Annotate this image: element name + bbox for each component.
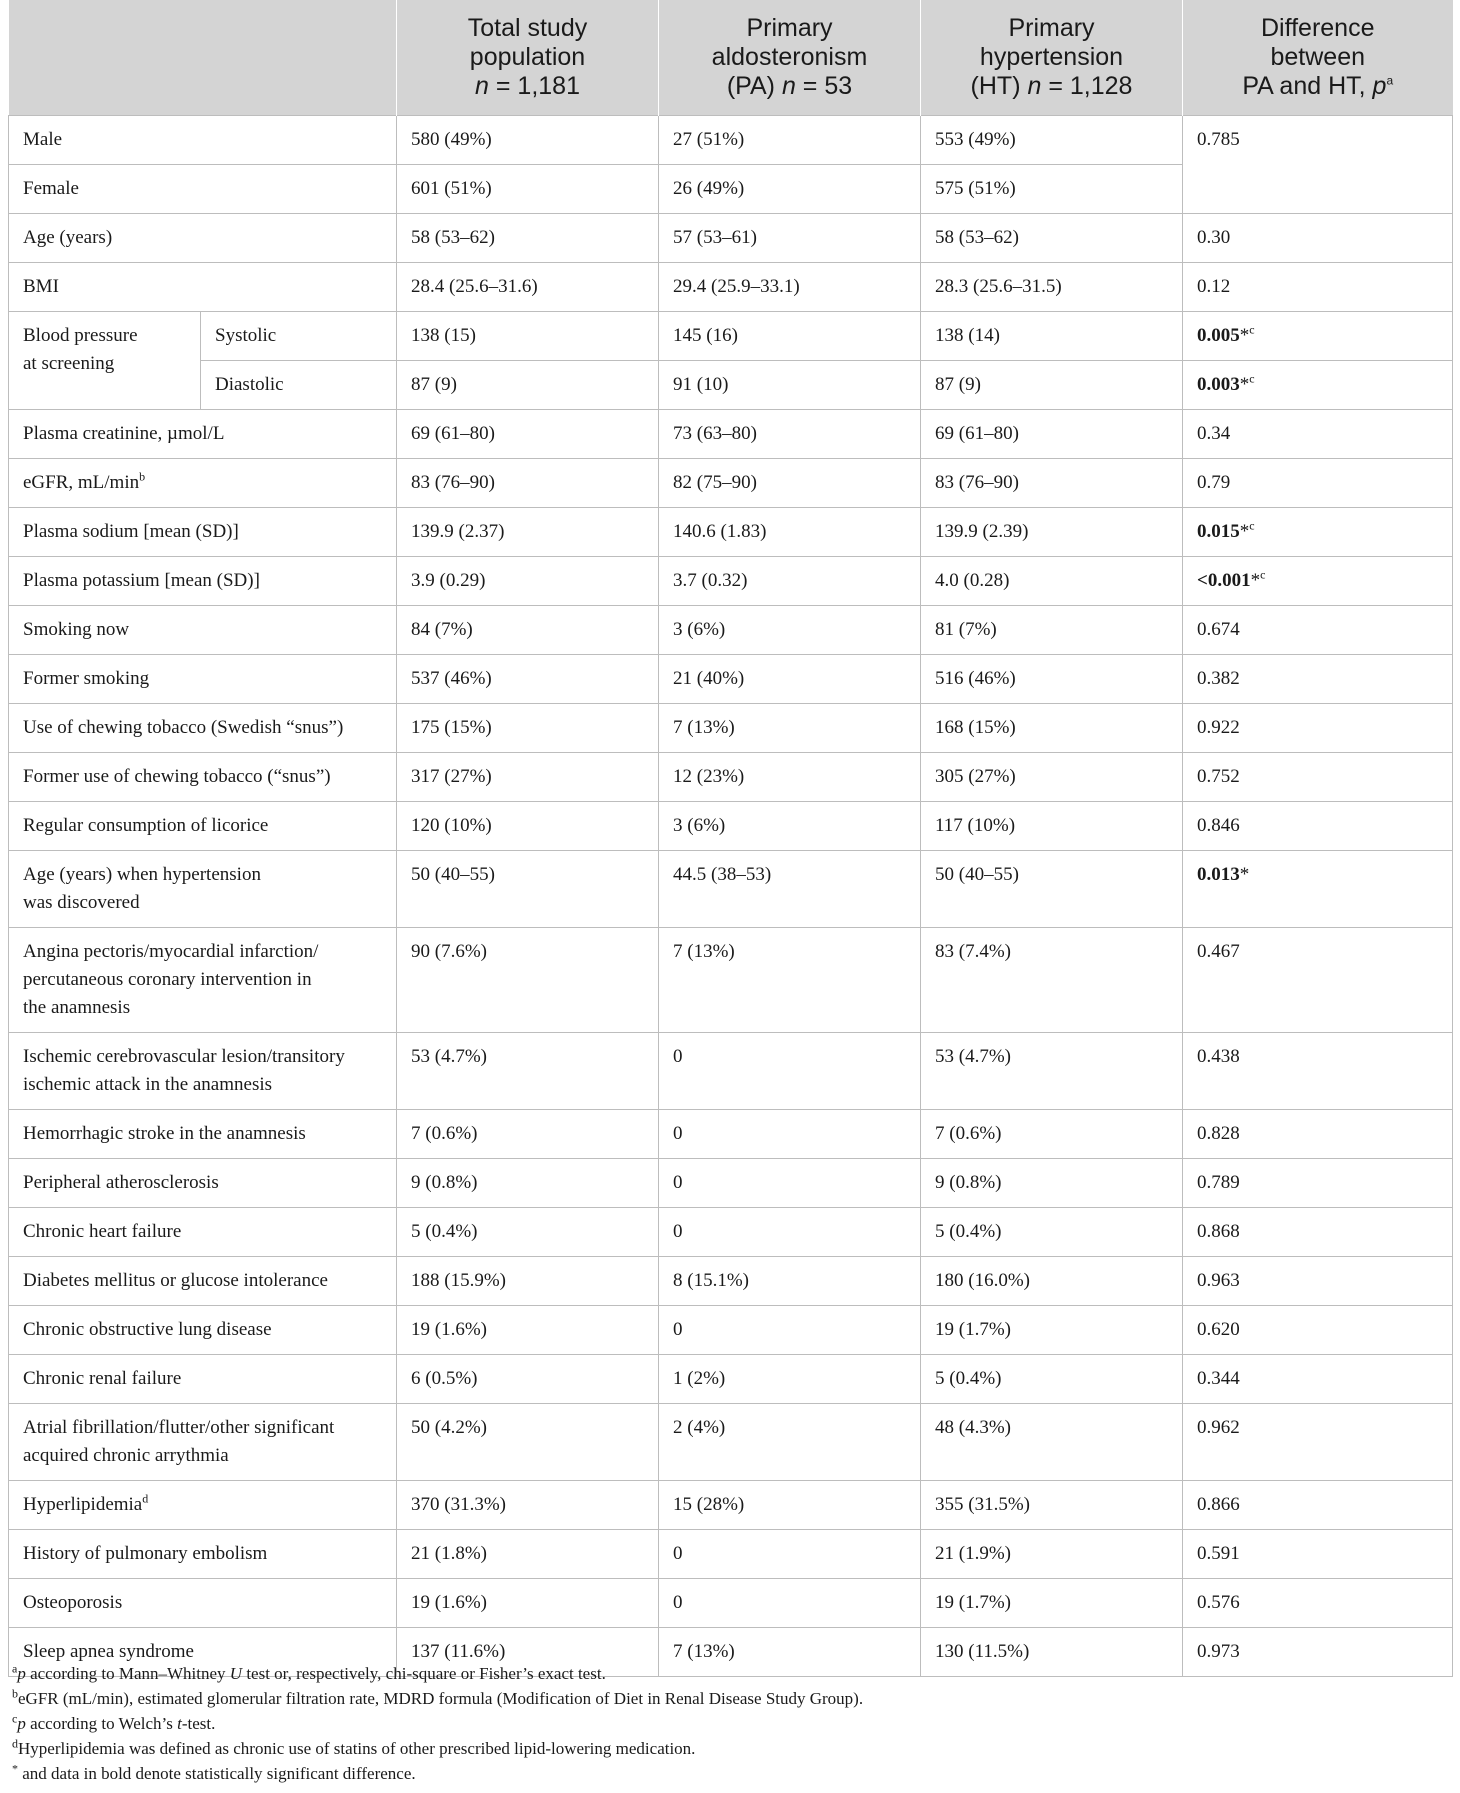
cell-pa: 29.4 (25.9–33.1) (659, 263, 921, 312)
cell-pa: 0 (659, 1530, 921, 1579)
cell-p: 0.015*$^c$ (1183, 508, 1453, 557)
cell-ht: 117 (10%) (921, 802, 1183, 851)
cell-pa: 140.6 (1.83) (659, 508, 921, 557)
cell-p: 0.12 (1183, 263, 1453, 312)
row-label: Diabetes mellitus or glucose intolerance (9, 1257, 397, 1306)
cell-ht: 9 (0.8%) (921, 1159, 1183, 1208)
table-row-bmi (9, 263, 1453, 312)
table-row-licorice (9, 802, 1453, 851)
cell-pa: 73 (63–80) (659, 410, 921, 459)
footnote-c: $^c$p according to Welch’s t-test. (12, 1711, 216, 1733)
baseline-characteristics-table (8, 0, 1453, 1677)
row-label: eGFR, $mL/\min^b$ (9, 459, 397, 508)
table-row-peripheral (9, 1159, 1453, 1208)
cell-total: 175 (15%) (397, 704, 659, 753)
cell-total: 601 (51%) (397, 165, 659, 214)
table-row-male (9, 116, 1453, 165)
row-label: Former smoking (9, 655, 397, 704)
cell-p: 0.866 (1183, 1481, 1453, 1530)
row-label: Regular consumption of licorice (9, 802, 397, 851)
cell-total: 138 (15) (397, 312, 659, 361)
cell-p: 0.005*$^c$ (1183, 312, 1453, 361)
cell-p: 0.963 (1183, 1257, 1453, 1306)
cell-p: 0.467 (1183, 928, 1453, 1033)
table-row-former-smoking (9, 655, 1453, 704)
cell-pa: 7 (13%) (659, 704, 921, 753)
cell-pa: 26 (49%) (659, 165, 921, 214)
cell-ht: 130 (11.5%) (921, 1628, 1183, 1677)
table-row-diabetes (9, 1257, 1453, 1306)
cell-pa: 0 (659, 1579, 921, 1628)
cell-ht: 305 (27%) (921, 753, 1183, 802)
row-label: Plasma sodium [mean (SD)] (9, 508, 397, 557)
cell-total: 188 (15.9%) (397, 1257, 659, 1306)
cell-p: 0.438 (1183, 1033, 1453, 1110)
table-row-age-hypertension (9, 851, 1453, 928)
cell-ht: 5 (0.4%) (921, 1208, 1183, 1257)
cell-p: 0.576 (1183, 1579, 1453, 1628)
row-sublabel: Diastolic (201, 361, 397, 410)
cell-ht: 19 (1.7%) (921, 1306, 1183, 1355)
cell-pa: 21 (40%) (659, 655, 921, 704)
table-row-age (9, 214, 1453, 263)
cell-total: 90 (7.6%) (397, 928, 659, 1033)
table-row-ischemic (9, 1033, 1453, 1110)
cell-total: 580 (49%) (397, 116, 659, 165)
cell-total: 3.9 (0.29) (397, 557, 659, 606)
cell-total: 58 (53–62) (397, 214, 659, 263)
table-row-smoking-now (9, 606, 1453, 655)
table-row-sodium (9, 508, 1453, 557)
cell-p: 0.30 (1183, 214, 1453, 263)
table-row-renal (9, 1355, 1453, 1404)
cell-ht: 516 (46%) (921, 655, 1183, 704)
cell-ht: 4.0 (0.28) (921, 557, 1183, 606)
cell-pa: 57 (53–61) (659, 214, 921, 263)
cell-p: 0.752 (1183, 753, 1453, 802)
cell-p: 0.620 (1183, 1306, 1453, 1355)
table-row-diastolic (9, 361, 1453, 410)
cell-ht: 83 (76–90) (921, 459, 1183, 508)
row-label: Female (9, 165, 397, 214)
cell-pa: 12 (23%) (659, 753, 921, 802)
table-row-embolism (9, 1530, 1453, 1579)
row-label: History of pulmonary embolism (9, 1530, 397, 1579)
cell-p: 0.785 (1183, 116, 1453, 214)
cell-p: 0.344 (1183, 1355, 1453, 1404)
cell-ht: 50 (40–55) (921, 851, 1183, 928)
cell-total: 69 (61–80) (397, 410, 659, 459)
cell-total: 50 (40–55) (397, 851, 659, 928)
cell-ht: 575 (51%) (921, 165, 1183, 214)
cell-pa: 0 (659, 1306, 921, 1355)
cell-p: 0.674 (1183, 606, 1453, 655)
cell-ht: 19 (1.7%) (921, 1579, 1183, 1628)
header-total: Total study population n = 1,181 (397, 0, 659, 116)
cell-total: 139.9 (2.37) (397, 508, 659, 557)
row-label: Age (years) (9, 214, 397, 263)
cell-total: 28.4 (25.6–31.6) (397, 263, 659, 312)
cell-ht: 21 (1.9%) (921, 1530, 1183, 1579)
cell-ht: 5 (0.4%) (921, 1355, 1183, 1404)
footnote-b: $^b$eGFR (mL/min), estimated glomerular filtration rate, MDRD formula (Modification of Diet in Renal Disease Study Group). (12, 1686, 864, 1708)
cell-ht: 7 (0.6%) (921, 1110, 1183, 1159)
cell-pa: 91 (10) (659, 361, 921, 410)
cell-total: 19 (1.6%) (397, 1306, 659, 1355)
cell-total: 137 (11.6%) (397, 1628, 659, 1677)
cell-total: 120 (10%) (397, 802, 659, 851)
row-sublabel: Systolic (201, 312, 397, 361)
cell-ht: 139.9 (2.39) (921, 508, 1183, 557)
cell-pa: 145 (16) (659, 312, 921, 361)
header-row (9, 0, 1453, 116)
table-row-heart-failure (9, 1208, 1453, 1257)
row-label: Angina pectoris/myocardial infarction/ percutaneous coronary intervention in the anamnesis (9, 928, 397, 1033)
cell-p: 0.003*$^c$ (1183, 361, 1453, 410)
table-row-afib (9, 1404, 1453, 1481)
cell-ht: 83 (7.4%) (921, 928, 1183, 1033)
table-row-systolic (9, 312, 1453, 361)
cell-pa: 3 (6%) (659, 606, 921, 655)
table-row-hemorrhagic (9, 1110, 1453, 1159)
cell-p: 0.34 (1183, 410, 1453, 459)
header-pa: Primary aldosteronism (PA) n = 53 (659, 0, 921, 116)
cell-p: <0.001*$^c$ (1183, 557, 1453, 606)
cell-total: 370 (31.3%) (397, 1481, 659, 1530)
cell-total: 7 (0.6%) (397, 1110, 659, 1159)
cell-total: 87 (9) (397, 361, 659, 410)
header-empty (9, 0, 397, 116)
row-label: Peripheral atherosclerosis (9, 1159, 397, 1208)
cell-ht: 53 (4.7%) (921, 1033, 1183, 1110)
row-label: Hyperlipidemia$^d$ (9, 1481, 397, 1530)
row-label: Hemorrhagic stroke in the anamnesis (9, 1110, 397, 1159)
row-label: Chronic renal failure (9, 1355, 397, 1404)
row-label: Plasma creatinine, µmol/L (9, 410, 397, 459)
cell-total: 537 (46%) (397, 655, 659, 704)
cell-pa: 15 (28%) (659, 1481, 921, 1530)
cell-ht: 69 (61–80) (921, 410, 1183, 459)
cell-pa: 7 (13%) (659, 928, 921, 1033)
cell-pa: 3 (6%) (659, 802, 921, 851)
cell-ht: 28.3 (25.6–31.5) (921, 263, 1183, 312)
row-label: Ischemic cerebrovascular lesion/transitory ischemic attack in the anamnesis (9, 1033, 397, 1110)
row-label: Plasma potassium [mean (SD)] (9, 557, 397, 606)
cell-ht: 138 (14) (921, 312, 1183, 361)
row-label: Chronic obstructive lung disease (9, 1306, 397, 1355)
cell-ht: 180 (16.0%) (921, 1257, 1183, 1306)
cell-p: 0.962 (1183, 1404, 1453, 1481)
cell-pa: 27 (51%) (659, 116, 921, 165)
table-row-former-snus (9, 753, 1453, 802)
cell-pa: 0 (659, 1033, 921, 1110)
cell-p: 0.013* (1183, 851, 1453, 928)
cell-p: 0.789 (1183, 1159, 1453, 1208)
header-ht: Primary hypertension (HT) n = 1,128 (921, 0, 1183, 116)
table-row-snus (9, 704, 1453, 753)
row-label: Age (years) when hypertension was discovered (9, 851, 397, 928)
cell-p: 0.828 (1183, 1110, 1453, 1159)
row-label: Former use of chewing tobacco (“snus”) (9, 753, 397, 802)
cell-p: 0.973 (1183, 1628, 1453, 1677)
table-row-egfr (9, 459, 1453, 508)
row-label: Atrial fibrillation/flutter/other significant acquired chronic arrythmia (9, 1404, 397, 1481)
cell-total: 317 (27%) (397, 753, 659, 802)
cell-pa: 1 (2%) (659, 1355, 921, 1404)
cell-total: 50 (4.2%) (397, 1404, 659, 1481)
cell-pa: 3.7 (0.32) (659, 557, 921, 606)
cell-total: 9 (0.8%) (397, 1159, 659, 1208)
footnote-a: $^a$p according to Mann–Whitney U test or, respectively, chi-square or Fisher’s exact test. (12, 1661, 606, 1683)
cell-ht: 355 (31.5%) (921, 1481, 1183, 1530)
cell-pa: 7 (13%) (659, 1628, 921, 1677)
table-footnotes (12, 1661, 1452, 1786)
row-label: Smoking now (9, 606, 397, 655)
cell-p: 0.591 (1183, 1530, 1453, 1579)
cell-p: 0.382 (1183, 655, 1453, 704)
table-row-potassium (9, 557, 1453, 606)
table-row-creatinine (9, 410, 1453, 459)
cell-total: 83 (76–90) (397, 459, 659, 508)
cell-pa: 0 (659, 1110, 921, 1159)
cell-pa: 0 (659, 1208, 921, 1257)
table-container (8, 0, 1452, 1677)
row-label: Use of chewing tobacco (Swedish “snus”) (9, 704, 397, 753)
table-row-hyperlipidemia (9, 1481, 1453, 1530)
footnote-star: * and data in bold denote statistically significant difference. (12, 1761, 416, 1783)
cell-pa: 0 (659, 1159, 921, 1208)
cell-ht: 58 (53–62) (921, 214, 1183, 263)
cell-ht: 168 (15%) (921, 704, 1183, 753)
cell-pa: 2 (4%) (659, 1404, 921, 1481)
cell-ht: 553 (49%) (921, 116, 1183, 165)
cell-ht: 48 (4.3%) (921, 1404, 1183, 1481)
cell-total: 53 (4.7%) (397, 1033, 659, 1110)
cell-p: 0.922 (1183, 704, 1453, 753)
cell-total: 84 (7%) (397, 606, 659, 655)
row-label: Chronic heart failure (9, 1208, 397, 1257)
cell-ht: 87 (9) (921, 361, 1183, 410)
row-label: Sleep apnea syndrome (9, 1628, 397, 1677)
cell-total: 19 (1.6%) (397, 1579, 659, 1628)
cell-pa: 82 (75–90) (659, 459, 921, 508)
cell-total: 6 (0.5%) (397, 1355, 659, 1404)
row-label: BMI (9, 263, 397, 312)
table-row-copd (9, 1306, 1453, 1355)
footnote-d: $^d$Hyperlipidemia was defined as chronic use of statins of other prescribed lipid-lowering medication. (12, 1736, 696, 1758)
cell-pa: 8 (15.1%) (659, 1257, 921, 1306)
cell-ht: 81 (7%) (921, 606, 1183, 655)
row-label-blood-pressure: Blood pressure at screening (9, 312, 201, 410)
cell-p: 0.846 (1183, 802, 1453, 851)
table-row-angina (9, 928, 1453, 1033)
row-label: Male (9, 116, 397, 165)
row-label: Osteoporosis (9, 1579, 397, 1628)
header-difference: Difference between PA and HT, $p^a$ (1183, 0, 1453, 116)
cell-p: 0.868 (1183, 1208, 1453, 1257)
table-row-osteoporosis (9, 1579, 1453, 1628)
cell-total: 5 (0.4%) (397, 1208, 659, 1257)
cell-pa: 44.5 (38–53) (659, 851, 921, 928)
cell-p: 0.79 (1183, 459, 1453, 508)
cell-total: 21 (1.8%) (397, 1530, 659, 1579)
